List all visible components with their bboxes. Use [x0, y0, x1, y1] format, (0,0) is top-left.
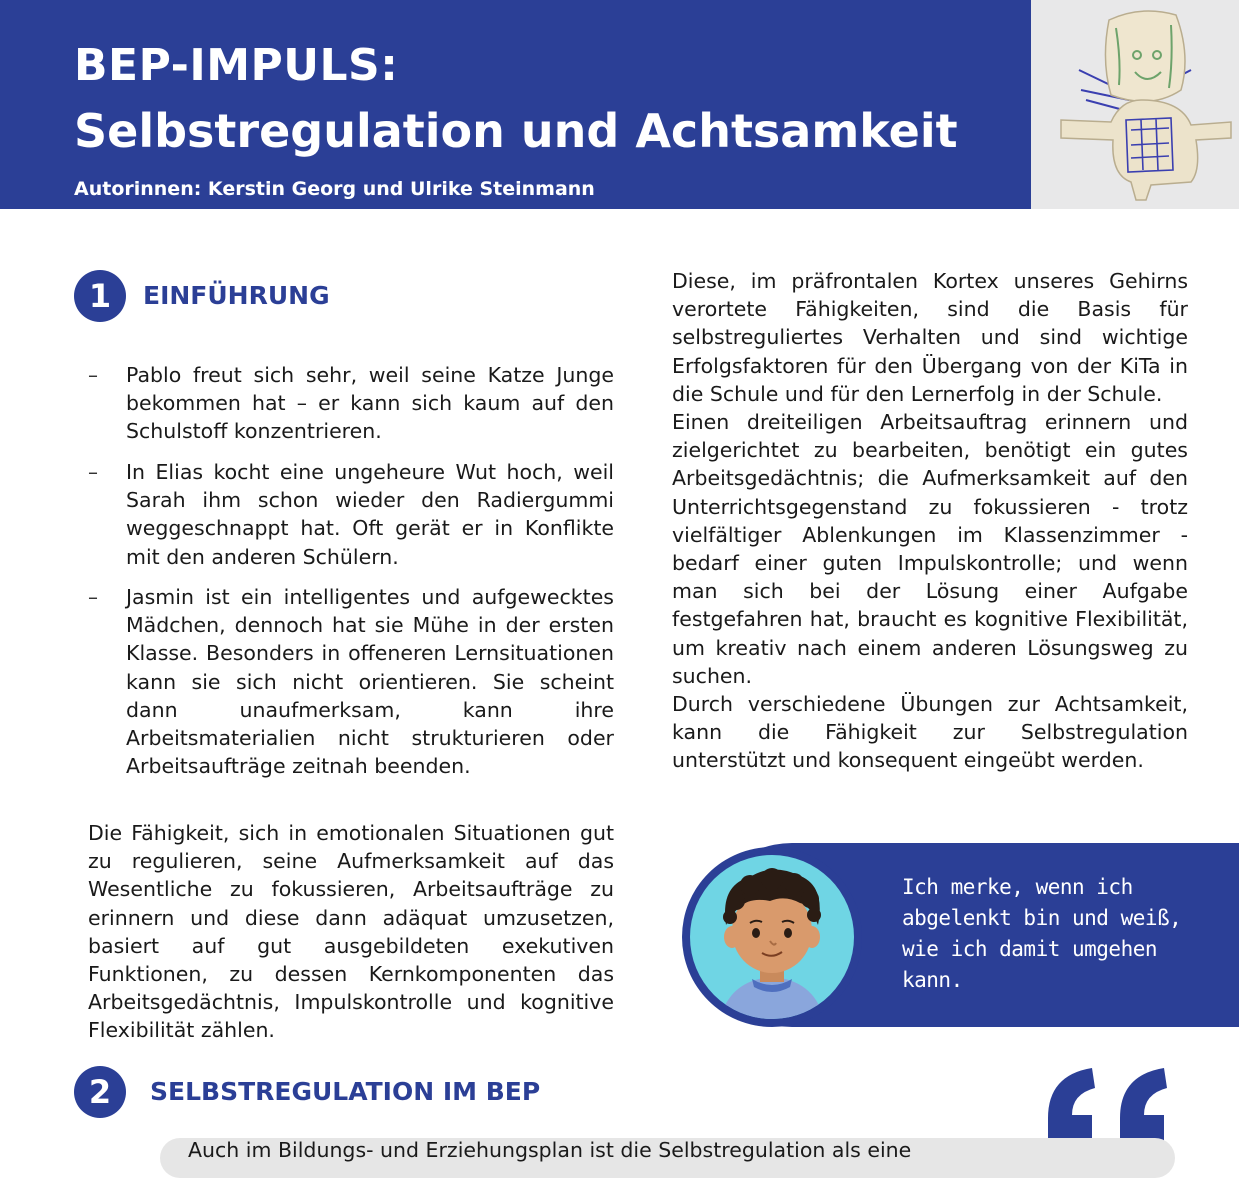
paragraph: Diese, im präfrontalen Kortex unseres Gehirns verortete Fähigkeiten, sind die Basis für selbstreguliertes Verhalten und sind wichtige Erfolgsfaktoren für den Übergang von der KiTa in die Schule und für den Lernerfolg in der Schule.	[672, 269, 1188, 406]
child-drawing-icon	[1031, 0, 1239, 209]
intro-paragraph-container	[88, 819, 614, 1045]
list-item	[88, 458, 614, 571]
bullet-text: Pablo freut sich sehr, weil seine Katze Junge bekommen hat – er kann sich kaum auf den Schulstoff konzentrieren.	[126, 363, 614, 444]
paragraph: Einen dreiteiligen Arbeitsauftrag erinnern und zielgerichtet zu bearbeiten, benötigt ein gutes Arbeitsgedächtnis; die Aufmerksamkeit auf den Unterrichtsgegenstand zu fokussieren - trotz vielfältiger Ablenkungen im Klassenzimmer - bedarf einer guten Impulskontrolle; und wenn man sich bei der Lösung einer Aufgabe festgefahren hat, braucht es kognitive Flexibilität, um kreativ nach einem anderen Lösungsweg zu suchen.	[672, 410, 1188, 688]
child-face-icon	[690, 855, 854, 1019]
page-title-line2: Selbstregulation und Achtsamkeit	[74, 104, 958, 158]
bullet-text: Jasmin ist ein intelligentes und aufgewecktes Mädchen, dennoch hat sie Mühe in der ersten Klasse. Besonders in offeneren Lernsituationen kann sie sich nicht orientieren. Sie scheint dann unaufmerksam, kann ihre Arbeitsmaterialien nicht strukturieren oder Arbeitsaufträge zeitnah beenden.	[126, 585, 614, 779]
header-banner	[0, 0, 1031, 209]
child-drawing-image	[1031, 0, 1239, 209]
avatar-background	[690, 855, 854, 1019]
teaser-text: Auch im Bildungs- und Erziehungsplan ist die Selbstregulation als eine	[188, 1138, 912, 1162]
bullet-dash: –	[88, 363, 98, 387]
list-item	[88, 361, 614, 446]
list-item	[88, 583, 614, 780]
section-number-badge: 1	[74, 270, 126, 322]
right-column	[672, 267, 1188, 775]
avatar	[682, 847, 862, 1027]
section-number-badge: 2	[74, 1066, 126, 1118]
paragraph: Durch verschiedene Übungen zur Achtsamkeit, kann die Fähigkeit zur Selbstregulation unterstützt und konsequent eingeübt werden.	[672, 692, 1188, 773]
section-title: EINFÜHRUNG	[143, 281, 330, 310]
page-title-line1: BEP-IMPULS:	[74, 40, 399, 91]
speech-text: Ich merke, wenn ich abgelenkt bin und weiß, wie ich damit umgehen kann.	[902, 875, 1182, 992]
bullet-dash: –	[88, 460, 98, 484]
intro-paragraph: Die Fähigkeit, sich in emotionalen Situationen gut zu regulieren, seine Aufmerksamkeit auf das Wesentliche zu fokussieren, Arbeitsaufträge zu erinnern und diese dann adäquat umzusetzen, basiert auf gut ausgebildeten exekutiven Funktionen, zu dessen Kernkomponenten das Arbeitsgedächtnis, Impulskontrolle und kognitive Flexibilität zählen.	[88, 821, 614, 1043]
bullet-text: In Elias kocht eine ungeheure Wut hoch, weil Sarah ihm schon wieder den Radiergummi weggeschnappt hat. Oft gerät er in Konflikte mit den anderen Schülern.	[126, 460, 614, 569]
section-title: SELBSTREGULATION IM BEP	[150, 1077, 541, 1106]
authors-line: Autorinnen: Kerstin Georg und Ulrike Steinmann	[74, 178, 595, 200]
bullet-dash: –	[88, 585, 98, 609]
